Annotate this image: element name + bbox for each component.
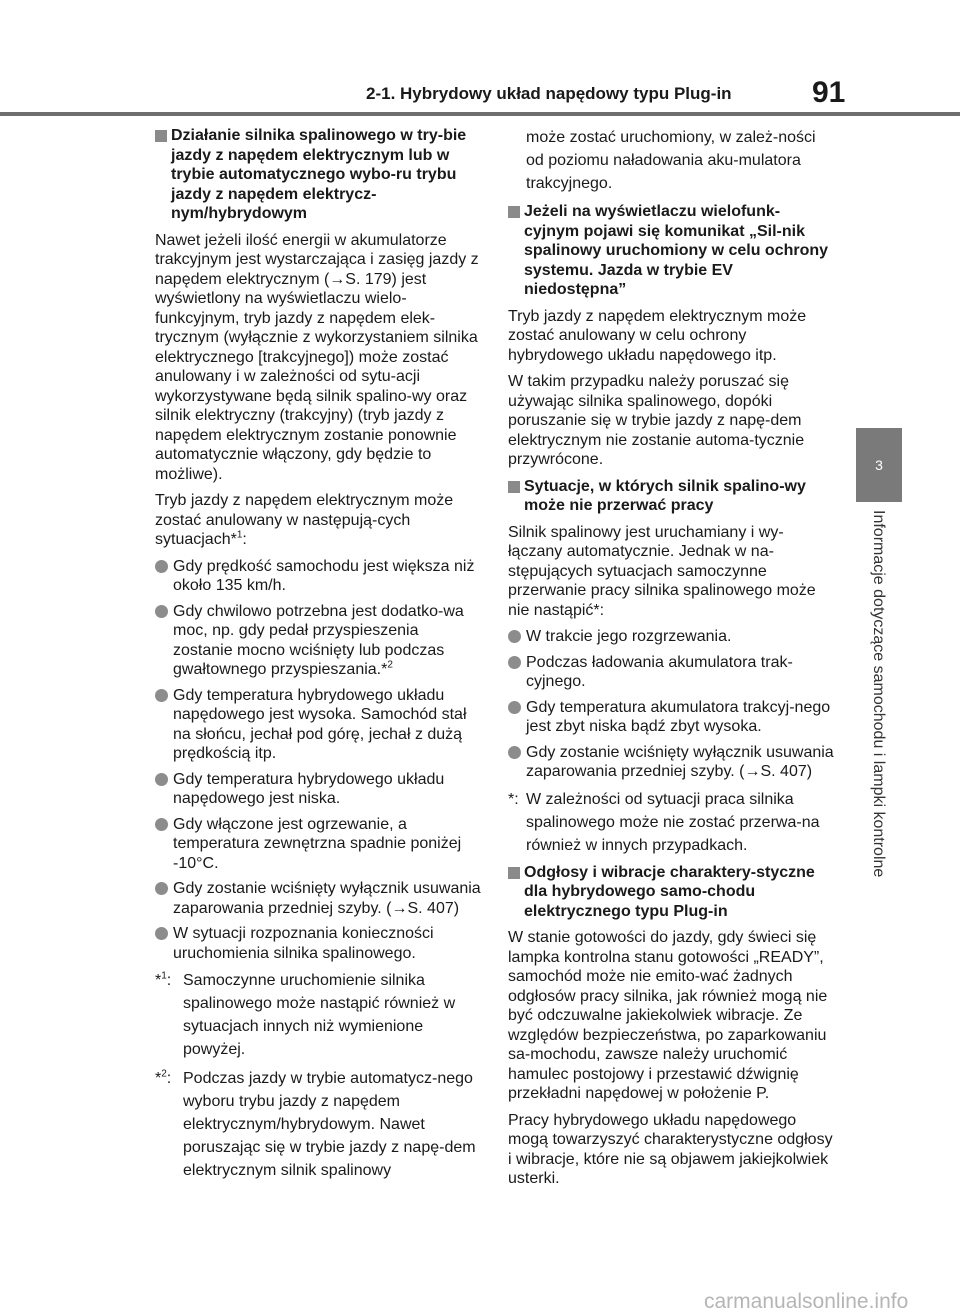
list-item [155,879,481,918]
section-heading-text: Jeżeli na wyświetlaczu wielofunk-cyjnym pojawi się komunikat „Sil-nik spalinowy uruchomiony w celu ochrony systemu. Jazda w trybie EV niedostępna” [524,203,829,298]
paragraph: W takim przypadku należy poruszać się używając silnika spalinowego, dopóki poruszanie się w trybie jazdy z napę-dem elektrycznym nie zostanie automa-tycznie przywrócone. [508,373,805,468]
paragraph: Nawet jeżeli ilość energii w akumulatorze trakcyjnym jest wystarczająca i zasięg jazdy z napędem elektrycznym (→S. 179) jest wyświetlony na wyświetlaczu wielo-funkcyjnym, tryb jazdy z napędem elek-trycznym (wyłącznie z wykorzystaniem silnika elektrycznego [trakcyjnego]) może zostać anulowany i w zależności od sytu-acji wykorzystywane będą silnik spalino-wy oraz silnik elektryczny (trakcyjny) (tryb jazdy z napędem elektrycznym zostanie ponownie automatycznie włączony, gdy będzie to możliwe). [155,231,479,483]
list-item [508,653,834,692]
paragraph: Pracy hybrydowego układu napędowego mogą towarzyszyć charakterystyczne odgłosy i wibracje, które nie są objawem jakiejkolwiek usterki. [508,1111,833,1187]
circle-bullet-icon [508,746,521,759]
paragraph: Silnik spalinowy jest uruchamiany i wy-łączany automatycznie. Jednak w na-stępujących sytuacjach samoczynne przerwanie pracy silnika spalinowego może nie nastąpić*: [508,523,816,619]
list-item [155,924,481,963]
footnote-text: Podczas jazdy w trybie automatycz-nego wyboru trybu jazdy z napędem elektrycznym/hybrydowym. Nawet poruszając się w trybie jazdy z napę-dem elektrycznym silnik spalinowy [183,1070,476,1179]
list-item-text: Gdy temperatura akumulatora trakcyj-nego jest zbyt niska bądź zbyt wysoka. [526,698,831,735]
circle-bullet-icon [508,656,521,669]
section-heading-text: Sytuacje, w których silnik spalino-wy może nie przerwać pracy [524,477,806,514]
circle-bullet-icon [155,560,168,573]
footnote [155,969,481,1061]
square-bullet-icon [155,130,167,142]
watermark: carmanualsonline.info [704,1290,909,1313]
circle-bullet-icon [508,701,521,714]
footnote-ref: 1 [236,529,243,541]
paragraph: Tryb jazdy z napędem elektrycznym może zostać anulowany w celu ochrony hybrydowego układu napędowego itp. [508,307,807,364]
paragraph-text: Tryb jazdy z napędem elektrycznym może zostać anulowany w następują-cych sytuacjach* [155,492,454,548]
list-item [508,743,834,782]
footnote [508,788,834,857]
list-item-text: Gdy chwilowo potrzebna jest dodatko-wa moc, np. gdy pedał przyspieszenia zostanie mocno wciśnięty lub podczas gwałtownego przyspieszania.* [173,602,464,678]
footnote-mark: *: [508,790,519,808]
square-bullet-icon [508,867,520,879]
paragraph-text-end: : [242,531,247,548]
section-heading [155,126,481,224]
paragraph: W stanie gotowości do jazdy, gdy świeci się lampka kontrolna stanu gotowości „READY”, samochód może nie emito-wać żadnych odgłosów pracy silnika, jak również mogą nie być odczuwalne jakiekolwiek wibracje. Ze względów bezpieczeństwa, po zaparkowaniu sa-mochodu, zawsze należy uruchomić hamulec postojowy i przestawić dźwignię przekładni napędowej w położenie P. [508,929,828,1102]
list-item [508,627,834,647]
chapter-tab-label: Informacje dotyczące samochodu i lampki kontrolne [870,510,887,878]
bullet-list [155,557,481,964]
circle-bullet-icon [155,927,168,940]
section-heading [508,863,834,922]
bullet-list [508,627,834,782]
footnote-mark: *$^2$: [155,1068,172,1087]
page-number: 91 [812,76,846,109]
list-item [155,770,481,809]
list-item-text: Gdy włączone jest ogrzewanie, a temperatura zewnętrzna spadnie poniżej -10°C. [173,815,462,872]
footnote-text: Samoczynne uruchomienie silnika spalinowego może nastąpić również w sytuacjach innych niż wymienione powyżej. [183,972,456,1058]
list-item-text: Gdy temperatura hybrydowego układu napędowego jest wysoka. Samochód stał na słońcu, jechał pod górę, jechał z dużą prędkością itp. [173,686,467,762]
footnote-text: W zależności od sytuacji praca silnika spalinowego może nie zostać przerwa-na również w innych przypadkach. [526,790,820,854]
list-item-text: Gdy temperatura hybrydowego układu napędowego jest niska. [173,770,445,807]
list-item [155,557,481,596]
circle-bullet-icon [508,630,521,643]
list-item-text: W trakcie jego rozgrzewania. [526,628,732,645]
chapter-tab: 3 [856,428,902,502]
square-bullet-icon [508,206,520,218]
paragraph [155,491,481,550]
section-heading-text: Działanie silnika spalinowego w try-bie jazdy z napędem elektrycznym lub w trybie automatycznego wybo-ru trybu jazdy z napędem elektrycz-nym/hybrydowym [171,127,467,222]
circle-bullet-icon [155,773,168,786]
section-heading-text: Odgłosy i wibracje charaktery-styczne dla hybrydowego samo-chodu elektrycznego typu Plug-in [524,863,815,920]
chapter-tab-label-wrap [848,510,908,940]
list-item [155,686,481,764]
footnote-continuation-text: może zostać uruchomiony, w zależ-ności od poziomu naładowania aku-mulatora trakcyjnego. [526,129,816,192]
circle-bullet-icon [155,605,168,618]
list-item [508,698,834,737]
list-item-text: Gdy zostanie wciśnięty wyłącznik usuwania zaparowania przedniej szyby. (→S. 407) [173,880,481,917]
square-bullet-icon [508,481,520,493]
footnote [155,1067,481,1182]
list-item-text: Gdy prędkość samochodu jest większa niż około 135 km/h. [173,557,475,594]
list-item-text: Gdy zostanie wciśnięty wyłącznik usuwania zaparowania przedniej szyby. (→S. 407) [526,743,834,780]
footnote-continuation [508,126,834,195]
circle-bullet-icon [155,882,168,895]
list-item [155,602,481,680]
circle-bullet-icon [155,818,168,831]
section-heading [508,477,834,516]
footnote-ref: 2 [387,659,393,671]
left-column [155,126,481,1188]
list-item [155,815,481,874]
header-title: 2-1. Hybrydowy układ napędowy typu Plug-in [366,84,732,103]
section-heading [508,202,834,300]
header-rule [0,112,960,116]
circle-bullet-icon [155,689,168,702]
right-column [508,126,834,1196]
list-item-text: W sytuacji rozpoznania konieczności uruchomienia silnika spalinowego. [173,925,434,962]
list-item-text: Podczas ładowania akumulatora trak-cyjnego. [526,653,793,690]
footnote-mark: *$^1$: [155,970,172,989]
